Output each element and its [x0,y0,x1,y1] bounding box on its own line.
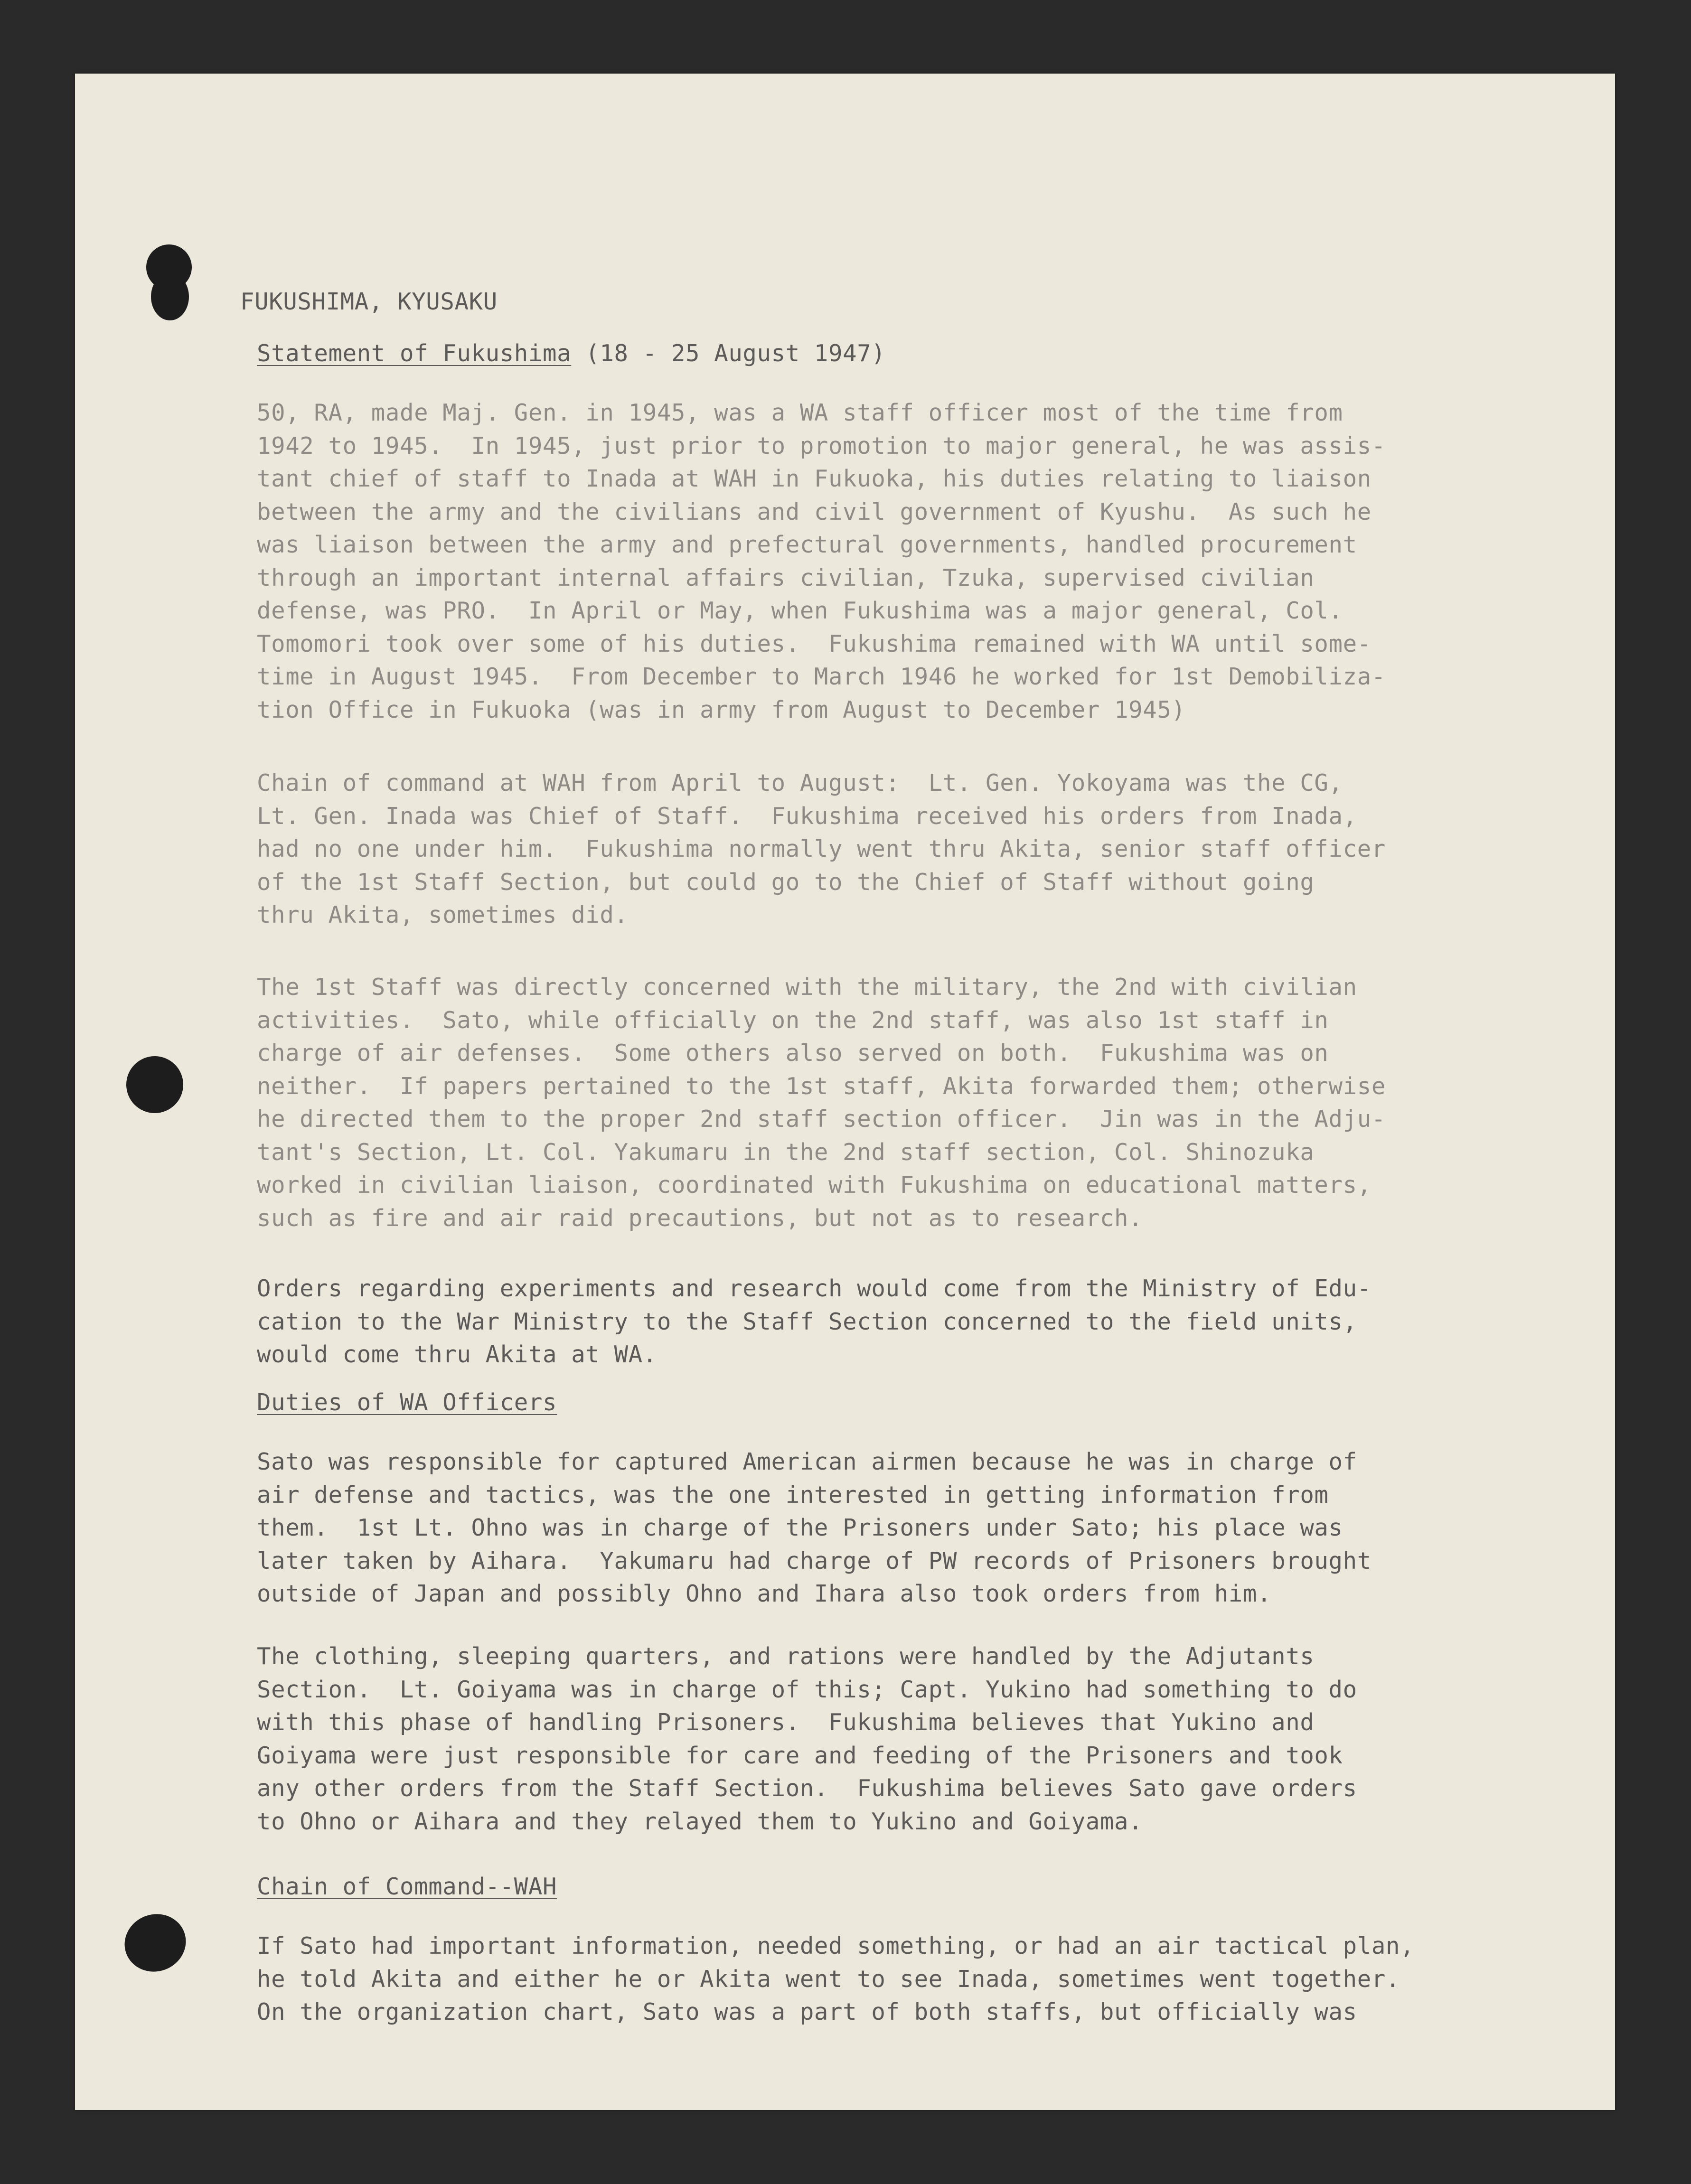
paragraph-adjutants: The clothing, sleeping quarters, and rations were handled by the Adjutants Section. Lt. Goiyama was in charge of this; Capt. Yukino had something to do with this phase of handling Prisoners. Fukushima believes that Yukino and Goiyama were just responsible for care and feeding of the Prisoners and took any other orders from the Staff Section. Fukushima believes Sato gave orders to Ohno or Aihara and they relayed them to Yukino and Goiyama. [257,1643,1357,1835]
paragraph-duties: Sato was responsible for captured American airmen because he was in charge of air defense and tactics, was the one interested in getting information from them. 1st Lt. Ohno was in charge of the Prisoners under Sato; his place was later taken by Aihara. Yakumaru had charge of PW records of Prisoners brought outside of Japan and possibly Ohno and Ihara also took orders from him. [257,1448,1372,1607]
document-header: FUKUSHIMA, KYUSAKU [240,288,498,315]
punch-hole [151,273,189,320]
statement-dates: (18 - 25 August 1947) [571,340,886,367]
document-page [75,74,1615,2110]
paragraph-chain-of-command: Chain of command at WAH from April to August: Lt. Gen. Yokoyama was the CG, Lt. Gen. Inada was Chief of Staff. Fukushima received his orders from Inada, had no one under him. Fukushima normally went thru Akita, senior staff officer of the 1st Staff Section, but could go to the Chief of Staff without going thru Akita, sometimes did. [257,769,1386,928]
punch-hole [116,1905,194,1980]
duties-heading: Duties of WA Officers [257,1389,557,1416]
paragraph-orders: Orders regarding experiments and research would come from the Ministry of Edu- cation to the War Ministry to the Staff Section concerned to the field units, would come thru Akita at WA. [257,1275,1372,1368]
punch-hole [126,1056,183,1113]
statement-title: Statement of Fukushima [257,340,572,367]
paragraph-staff-sections: The 1st Staff was directly concerned with the military, the 2nd with civilian activities. Sato, while officially on the 2nd staff, was also 1st staff in charge of air defenses. Some others also served on both. Fukushima was on neither. If papers pertained to the 1st staff, Akita forwarded them; otherwise he directed them to the proper 2nd staff section officer. Jin was in the Adju- tant's Section, Lt. Col. Yakumaru in the 2nd staff section, Col. Shinozuka worked in civilian liaison, coordinated with Fukushima on educational matters, such as fire and air raid precautions, but not as to research. [257,974,1386,1232]
chain-of-command-heading: Chain of Command--WAH [257,1873,557,1900]
paragraph-sato-info: If Sato had important information, needed something, or had an air tactical plan, he told Akita and either he or Akita went to see Inada, sometimes went together. On the organization chart, Sato was a part of both staffs, but officially was [257,1932,1415,2025]
paragraph-background: 50, RA, made Maj. Gen. in 1945, was a WA staff officer most of the time from 1942 to 1945. In 1945, just prior to promotion to major general, he was assis- tant chief of staff to Inada at WAH in Fukuoka, his duties relating to liaison between the army and the civilians and civil government of Kyushu. As such he was liaison between the army and prefectural governments, handled procurement through an important internal affairs civilian, Tzuka, supervised civilian defense, was PRO. In April or May, when Fukushima was a major general, Col. Tomomori took over some of his duties. Fukushima remained with WA until some- time in August 1945. From December to March 1946 he worked for 1st Demobiliza- tion Office in Fukuoka (was in army from August to December 1945) [257,399,1386,723]
statement-heading [257,337,885,370]
